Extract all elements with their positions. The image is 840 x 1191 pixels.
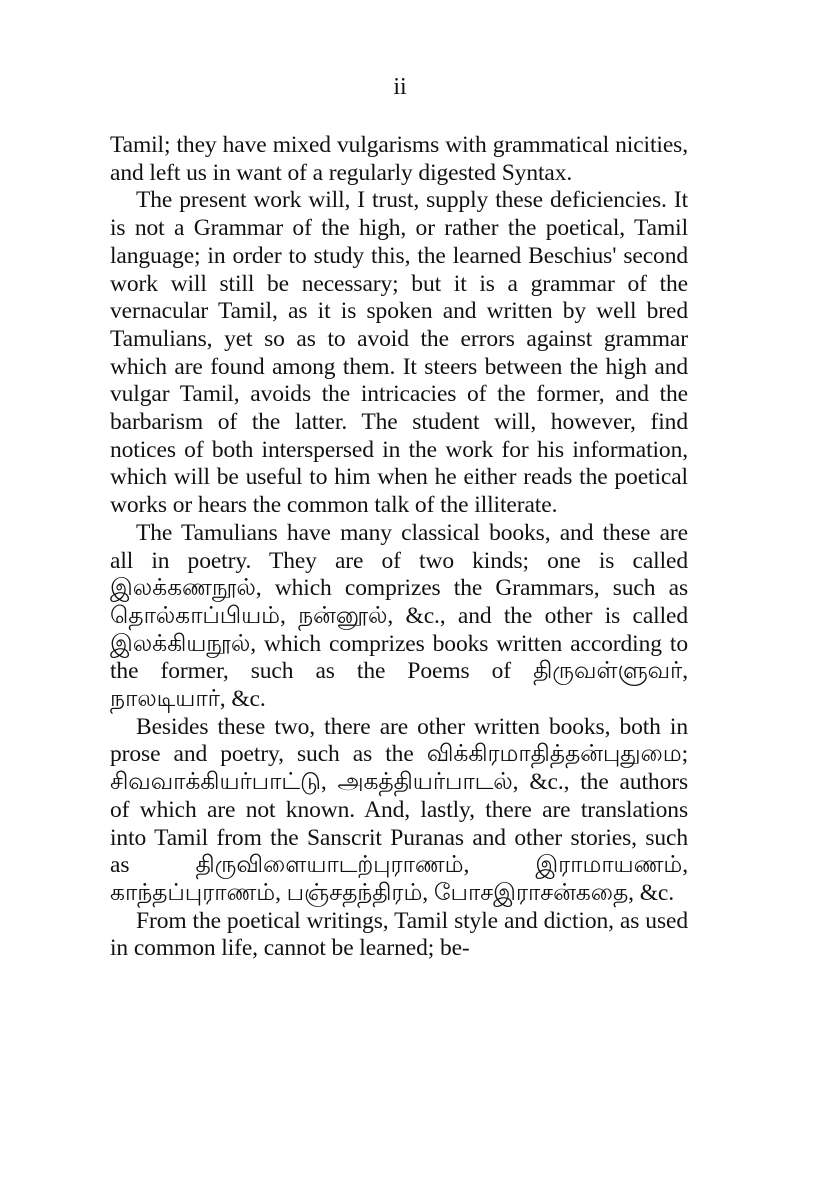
paragraph-present-work: The present work will, I trust, supply these deficiencies. It is not a Grammar of the high, or rather the poetical, Tamil language; in order to study this, the learned Beschius' second work will still be necessary; but it is a grammar of the vernacular Tamil, as it is spoken and written by well bred Tamulians, yet so as to avoid the errors against grammar which are found among them. It steers between the high and vulgar Tamil, avoids the intricacies of the former, and the barbarism of the latter. The student will, however, find notices of both interspersed in the work for his information, which will be useful to him when he either reads the poetical works or hears the common talk of the illiterate. bbox=[110, 187, 688, 519]
paragraph-continuation: Tamil; they have mixed vulgarisms with grammatical nicities, and left us in want of a regularly digested Syntax. bbox=[110, 132, 688, 186]
paragraph-poetical-writings: From the poetical writings, Tamil style and diction, as used in common life, cannot be learned; be- bbox=[110, 907, 688, 962]
paragraph-classical-books: The Tamulians have many classical books, and these are all in poetry. They are of two kinds; one is called இலக்கணநூல், which comprizes the Grammars, such as தொல்காப்பியம், நன்னூல், &c., and the other is called இலக்கியநூல், which comprizes books written according to the former, such as the Poems of திருவள்ளுவர், நாலடியார், &c. bbox=[110, 519, 688, 713]
body-text bbox=[110, 132, 688, 963]
page-number: ii bbox=[393, 74, 407, 100]
paragraph-other-books: Besides these two, there are other written books, both in prose and poetry, such as the விக்கிரமாதித்தன்புதுமை; சிவவாக்கியர்பாட்டு, அகத்தியர்பாடல், &c., the authors of which are not known. And, lastly, there are translations into Tamil from the Sanscrit Puranas and other stories, such as திருவிளையாடற்புராணம், இராமாயணம், காந்தப்புராணம், பஞ்சதந்திரம், போசஇராசன்கதை, &c. bbox=[110, 713, 688, 906]
